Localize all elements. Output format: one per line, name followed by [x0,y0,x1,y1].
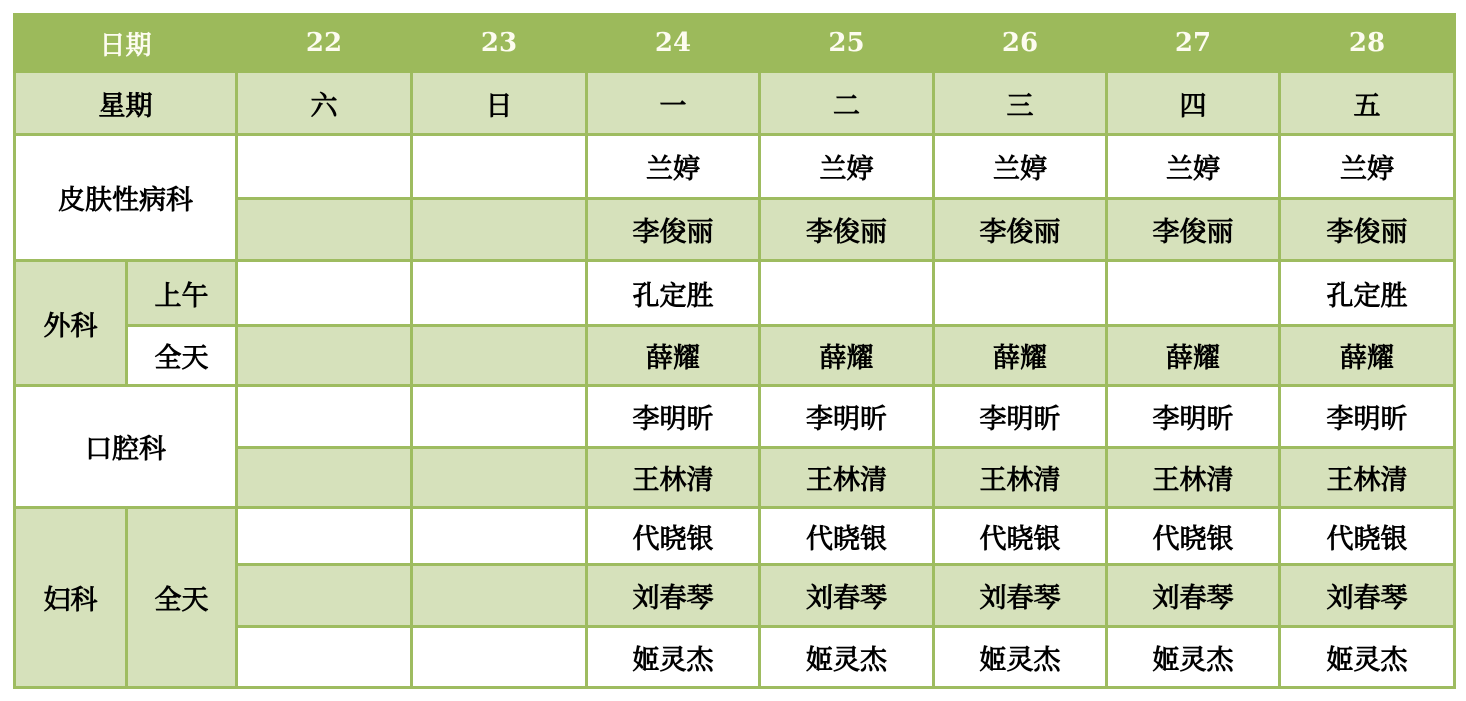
doctor-name-cell: 代晓银 [1280,508,1455,565]
schedule-cell [412,199,587,261]
doctor-name-cell: 姬灵杰 [1107,627,1280,688]
schedule-cell [237,565,412,627]
weekday-cell: 四 [1107,72,1280,135]
schedule-cell [237,326,412,386]
time-slot-cell-allday: 全天 [127,326,237,386]
doctor-name-cell: 李俊丽 [1280,199,1455,261]
schedule-cell [412,508,587,565]
dept-cell-gynecology: 妇科 [15,508,127,688]
date-cell-24: 24 [587,15,760,72]
schedule-cell [237,261,412,326]
doctor-name-cell: 薛耀 [934,326,1107,386]
schedule-cell [237,135,412,199]
dept-cell-dermatology: 皮肤性病科 [15,135,237,261]
doctor-name-cell: 薛耀 [760,326,934,386]
schedule-cell [412,326,587,386]
doctor-name-cell: 李俊丽 [1107,199,1280,261]
date-cell-22: 22 [237,15,412,72]
time-slot-cell-morning: 上午 [127,261,237,326]
doctor-name-cell: 李俊丽 [587,199,760,261]
doctor-name-cell: 李俊丽 [760,199,934,261]
schedule-cell [412,386,587,448]
doctor-name-cell: 兰婷 [934,135,1107,199]
doctor-name-cell: 兰婷 [760,135,934,199]
doctor-name-cell: 兰婷 [1280,135,1455,199]
doctor-name-cell: 薛耀 [1107,326,1280,386]
dept-cell-surgery: 外科 [15,261,127,386]
doctor-name-cell: 王林清 [587,448,760,508]
doctor-name-cell: 兰婷 [587,135,760,199]
schedule-cell [237,508,412,565]
doctor-name-cell: 刘春琴 [587,565,760,627]
doctor-name-cell: 姬灵杰 [760,627,934,688]
date-cell-27: 27 [1107,15,1280,72]
doctor-name-cell: 李明昕 [1280,386,1455,448]
doctor-name-cell: 李俊丽 [934,199,1107,261]
doctor-name-cell: 兰婷 [1107,135,1280,199]
schedule-cell [760,261,934,326]
schedule-cell [1107,261,1280,326]
doctor-name-cell: 李明昕 [760,386,934,448]
schedule-cell [412,565,587,627]
doctor-name-cell: 薛耀 [1280,326,1455,386]
weekday-row [15,72,1455,135]
date-cell-23: 23 [412,15,587,72]
doctor-name-cell: 王林清 [1107,448,1280,508]
schedule-cell [237,448,412,508]
doctor-name-cell: 孔定胜 [587,261,760,326]
schedule-cell [412,627,587,688]
schedule-cell [412,448,587,508]
schedule-cell [237,627,412,688]
surgery-row-morning [15,261,1455,326]
doctor-name-cell: 王林清 [760,448,934,508]
doctor-name-cell: 刘春琴 [934,565,1107,627]
doctor-name-cell: 孔定胜 [1280,261,1455,326]
dept-cell-dental: 口腔科 [15,386,237,508]
doctor-name-cell: 刘春琴 [1280,565,1455,627]
weekday-cell: 三 [934,72,1107,135]
weekday-cell: 六 [237,72,412,135]
weekday-cell: 五 [1280,72,1455,135]
weekday-cell: 日 [412,72,587,135]
date-cell-25: 25 [760,15,934,72]
dermatology-row-1 [15,135,1455,199]
weekday-cell: 二 [760,72,934,135]
surgery-row-allday [15,326,1455,386]
date-header-row [15,15,1455,72]
doctor-name-cell: 姬灵杰 [1280,627,1455,688]
doctor-name-cell: 李明昕 [1107,386,1280,448]
doctor-name-cell: 代晓银 [587,508,760,565]
doctor-name-cell: 王林清 [934,448,1107,508]
schedule-cell [934,261,1107,326]
doctor-name-cell: 代晓银 [934,508,1107,565]
date-cell-26: 26 [934,15,1107,72]
doctor-name-cell: 姬灵杰 [587,627,760,688]
date-cell-28: 28 [1280,15,1455,72]
doctor-name-cell: 李明昕 [934,386,1107,448]
doctor-name-cell: 薛耀 [587,326,760,386]
doctor-name-cell: 李明昕 [587,386,760,448]
schedule-cell [237,199,412,261]
weekday-cell: 一 [587,72,760,135]
duty-roster-table [13,13,1456,689]
doctor-name-cell: 王林清 [1280,448,1455,508]
gynecology-row-1 [15,508,1455,565]
dental-row-1 [15,386,1455,448]
doctor-name-cell: 代晓银 [1107,508,1280,565]
doctor-name-cell: 代晓银 [760,508,934,565]
doctor-name-cell: 刘春琴 [1107,565,1280,627]
schedule-cell [412,135,587,199]
schedule-cell [237,386,412,448]
date-label-cell: 日期 [15,15,237,72]
doctor-name-cell: 刘春琴 [760,565,934,627]
schedule-cell [412,261,587,326]
doctor-name-cell: 姬灵杰 [934,627,1107,688]
time-slot-cell-allday: 全天 [127,508,237,688]
weekday-label-cell: 星期 [15,72,237,135]
